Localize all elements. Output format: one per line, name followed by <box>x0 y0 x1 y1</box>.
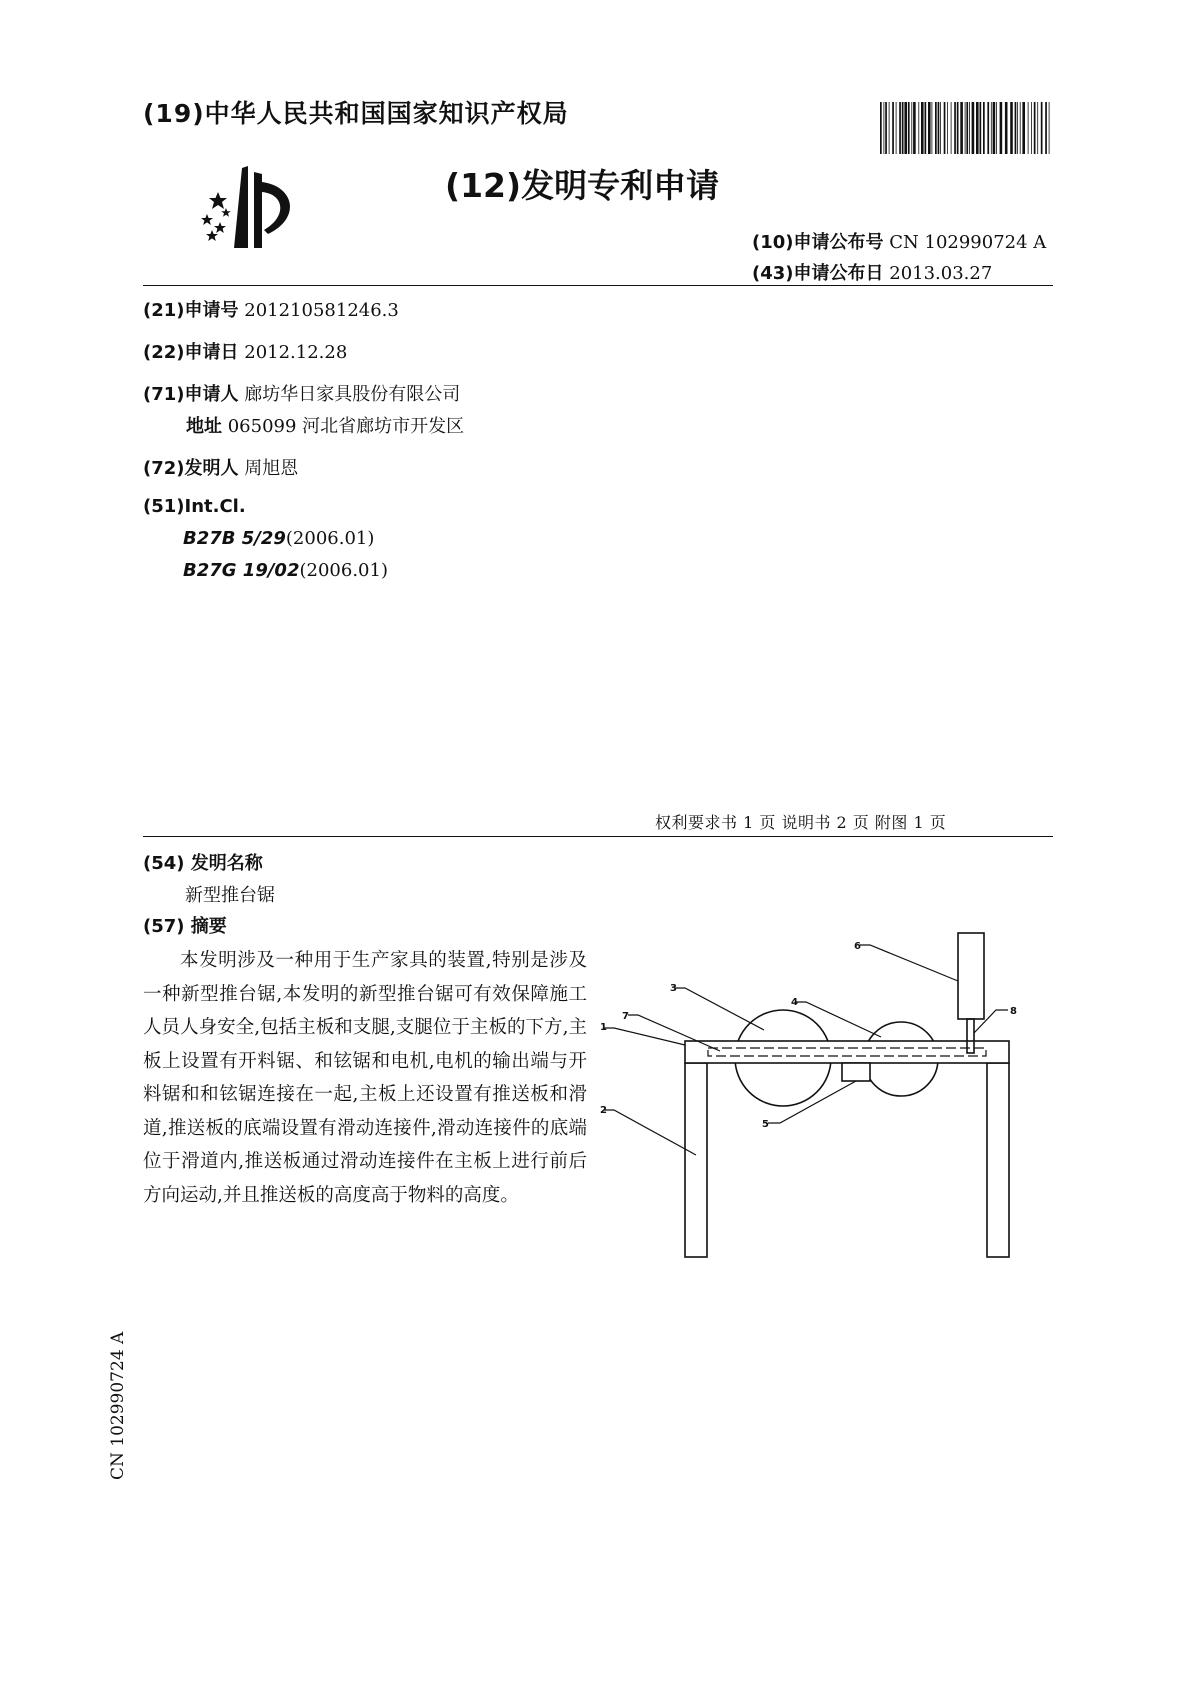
publication-date: 2013.03.27 <box>889 263 993 284</box>
office-name: (19)中华人民共和国国家知识产权局 <box>143 99 569 128</box>
ipc-version: (2006.01) <box>285 528 375 549</box>
filing-date-row <box>143 338 347 364</box>
ipc-entry <box>183 560 388 581</box>
ipc-label: (51)Int.Cl. <box>143 496 246 517</box>
label-5: 5 <box>762 1119 769 1130</box>
header-rule <box>143 285 1053 286</box>
barcode <box>880 102 1054 154</box>
inventor-row <box>143 454 298 480</box>
sipo-logo-icon <box>198 164 308 250</box>
application-number-row <box>143 296 399 322</box>
inventor: 周旭恩 <box>244 458 299 479</box>
publication-date-label: (43)申请公布日 <box>752 263 884 284</box>
label-2: 2 <box>600 1105 607 1116</box>
push-board <box>958 933 984 1019</box>
label-1: 1 <box>600 1022 607 1033</box>
main-board <box>685 1041 1009 1063</box>
document-type: (12)发明专利申请 <box>445 166 720 205</box>
address: 065099 河北省廊坊市开发区 <box>227 416 465 437</box>
label-8: 8 <box>1010 1006 1017 1017</box>
inventor-label: (72)发明人 <box>143 458 239 479</box>
address-label: 地址 <box>186 416 222 437</box>
side-publication-number: CN 102990724 A <box>108 1331 128 1480</box>
label-7: 7 <box>622 1011 629 1022</box>
applicant: 廊坊华日家具股份有限公司 <box>244 384 461 405</box>
label-4: 4 <box>791 997 798 1008</box>
ipc-code: B27B 5/29 <box>183 528 286 549</box>
publication-number-row <box>752 228 1046 254</box>
application-number: 201210581246.3 <box>244 300 399 321</box>
applicant-label: (71)申请人 <box>143 384 239 405</box>
publication-date-row <box>752 259 992 285</box>
motor <box>842 1063 870 1081</box>
filing-date: 2012.12.28 <box>244 342 348 363</box>
filing-date-label: (22)申请日 <box>143 342 239 363</box>
applicant-row <box>143 380 460 406</box>
invention-title: 新型推台锯 <box>185 885 275 906</box>
ipc-entry <box>183 528 374 549</box>
table-saw-figure <box>600 925 1040 1260</box>
ipc-version: (2006.01) <box>299 560 388 581</box>
label-6: 6 <box>854 941 861 952</box>
ipc-code: B27G 19/02 <box>183 560 300 581</box>
title-section-label: (54) 发明名称 <box>143 853 263 874</box>
label-3: 3 <box>670 983 677 994</box>
address-row <box>186 412 464 438</box>
abstract-section-label: (57) 摘要 <box>143 916 227 937</box>
publication-number-label: (10)申请公布号 <box>752 232 884 253</box>
publication-number: CN 102990724 A <box>889 232 1047 253</box>
application-number-label: (21)申请号 <box>143 300 239 321</box>
section-rule <box>143 836 1053 837</box>
right-leg <box>987 1063 1009 1257</box>
abstract-text: 本发明涉及一种用于生产家具的装置,特别是涉及一种新型推台锯,本发明的新型推台锯可有效保障施工人员人身安全,包括主板和支腿,支腿位于主板的下方,主板上设置有开料锯、和铉锯和电机,电机的输出端与开料锯和和铉锯连接在一起,主板上还设置有推送板和滑道,推送板的底端设置有滑动连接件,滑动连接件的底端位于滑道内,推送板通过滑动连接件在主板上进行前后方向运动,并且推送板的高度高于物料的高度。 <box>143 950 587 1206</box>
page-counts: 权利要求书 1 页 说明书 2 页 附图 1 页 <box>655 813 947 832</box>
ipc-label-row <box>143 496 246 517</box>
left-leg <box>685 1063 707 1257</box>
